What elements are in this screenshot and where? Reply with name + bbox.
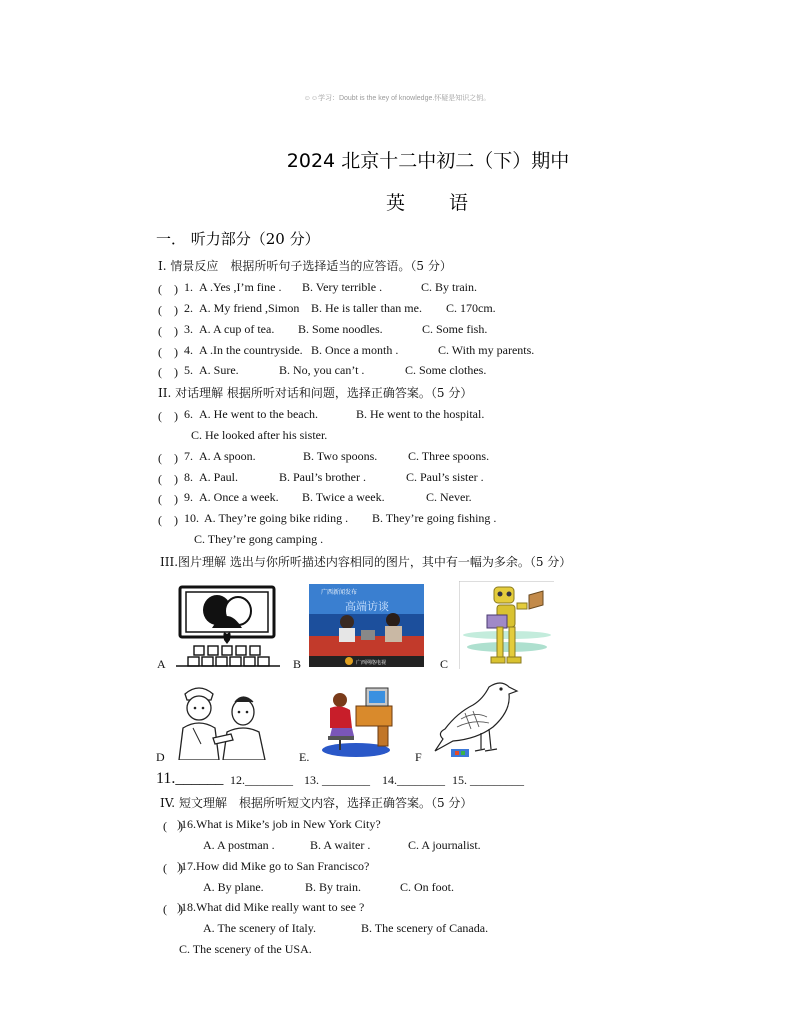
question-number: 10. bbox=[184, 511, 199, 525]
part1-instruction: Ⅰ. 情景反应 根据所听句子选择适当的应答语。（5 分） bbox=[158, 259, 452, 273]
option-a: A .Yes ,I’m fine . bbox=[199, 280, 282, 294]
option-a: A. They’re going bike riding . bbox=[204, 511, 349, 525]
part3-instruction: III.图片理解 选出与你所听描述内容相同的图片，其中有一幅为多余。（5 分） bbox=[160, 555, 572, 569]
answer-paren[interactable]: ( ) bbox=[163, 902, 183, 916]
tv-caption-text: 高端访谈 bbox=[345, 600, 389, 613]
tv-footer-text: 广西网络电视 bbox=[356, 660, 387, 666]
option-a: A .In the countryside. bbox=[199, 343, 303, 357]
question-4 bbox=[158, 343, 758, 359]
option-b: B. A waiter . bbox=[310, 838, 371, 852]
blank-13[interactable]: 13. ________ bbox=[304, 773, 370, 787]
tv-banner-text: 广西新闻发布 bbox=[321, 589, 358, 596]
option-c: C. By train. bbox=[421, 280, 477, 294]
question-5 bbox=[158, 363, 758, 379]
option-b: B. He went to the hospital. bbox=[356, 407, 485, 421]
answer-paren[interactable]: ( ) bbox=[158, 365, 178, 379]
option-a: A. He went to the beach. bbox=[199, 407, 318, 421]
answer-paren[interactable]: ( ) bbox=[158, 303, 178, 317]
option-c: C. A journalist. bbox=[408, 838, 481, 852]
option-a: A. By plane. bbox=[203, 880, 264, 894]
section-listening: 一． 听力部分（20 分） bbox=[156, 230, 320, 248]
question-3 bbox=[158, 322, 758, 338]
picture-d-doctor bbox=[173, 684, 268, 760]
picture-label-f: F bbox=[415, 750, 422, 764]
option-b: B. He is taller than me. bbox=[311, 301, 422, 315]
option-a: A. My friend ,Simon bbox=[199, 301, 300, 315]
picture-label-d: D bbox=[156, 750, 165, 764]
option-b: B. Two spoons. bbox=[303, 449, 378, 463]
question-number: 7. bbox=[184, 449, 193, 463]
question-stem: )18.What did Mike really want to see ? bbox=[177, 900, 365, 914]
answer-paren[interactable]: ( ) bbox=[158, 409, 178, 423]
question-10 bbox=[158, 511, 758, 549]
subject-title: 英 语 bbox=[385, 192, 470, 214]
question-8 bbox=[158, 470, 758, 486]
answer-paren[interactable]: ( ) bbox=[163, 861, 183, 875]
option-a: A. Paul. bbox=[199, 470, 238, 484]
answer-paren[interactable]: ( ) bbox=[158, 472, 178, 486]
option-b: B. Some noodles. bbox=[298, 322, 383, 336]
answer-paren[interactable]: ( ) bbox=[158, 513, 178, 527]
blank-11[interactable]: 11.______ bbox=[156, 770, 224, 787]
option-a: A. The scenery of Italy. bbox=[203, 921, 316, 935]
option-b: B. Paul’s brother . bbox=[279, 470, 366, 484]
question-number: 4. bbox=[184, 343, 193, 357]
answer-blanks-row bbox=[156, 770, 756, 790]
option-c: C. They’re gong camping . bbox=[194, 532, 324, 546]
blank-14[interactable]: 14.________ bbox=[382, 773, 445, 787]
option-c: C. Never. bbox=[426, 490, 472, 504]
question-9 bbox=[158, 490, 758, 506]
option-a: A. Sure. bbox=[199, 363, 239, 377]
question-stem: )16.What is Mike’s job in New York City? bbox=[177, 817, 381, 831]
question-number: 3. bbox=[184, 322, 193, 336]
option-b: B. Very terrible . bbox=[302, 280, 383, 294]
answer-paren[interactable]: ( ) bbox=[158, 324, 178, 338]
option-b: B. No, you can’t . bbox=[279, 363, 365, 377]
option-b: B. They’re going fishing . bbox=[372, 511, 497, 525]
picture-b-tv-interview bbox=[309, 584, 424, 667]
question-stem: )17.How did Mike go to San Francisco? bbox=[177, 859, 370, 873]
option-a: A. A cup of tea. bbox=[199, 322, 275, 336]
option-c: C. On foot. bbox=[400, 880, 454, 894]
picture-e-computer bbox=[318, 684, 398, 760]
picture-label-e: E. bbox=[299, 750, 310, 764]
blank-15[interactable]: 15. _________ bbox=[452, 773, 524, 787]
part4-instruction: IV. 短文理解 根据所听短文内容，选择正确答案。（5 分） bbox=[160, 796, 473, 810]
question-6 bbox=[158, 407, 758, 445]
question-17 bbox=[163, 859, 763, 899]
answer-paren[interactable]: ( ) bbox=[158, 282, 178, 296]
answer-paren[interactable]: ( ) bbox=[158, 451, 178, 465]
question-number: 2. bbox=[184, 301, 193, 315]
picture-a-cinema bbox=[172, 584, 282, 668]
answer-paren[interactable]: ( ) bbox=[158, 345, 178, 359]
option-a: A. A spoon. bbox=[199, 449, 256, 463]
question-number: 8. bbox=[184, 470, 193, 484]
question-1 bbox=[158, 280, 758, 296]
option-c: C. He looked after his sister. bbox=[191, 428, 328, 442]
option-c: C. Paul’s sister . bbox=[406, 470, 484, 484]
part2-instruction: II. 对话理解 根据所听对话和问题，选择正确答案。（5 分） bbox=[158, 386, 473, 400]
blank-12[interactable]: 12.________ bbox=[230, 773, 293, 787]
question-2 bbox=[158, 301, 758, 317]
option-c: C. The scenery of the USA. bbox=[179, 942, 312, 956]
option-b: B. Once a month . bbox=[311, 343, 399, 357]
question-number: 9. bbox=[184, 490, 193, 504]
option-c: C. Some clothes. bbox=[405, 363, 487, 377]
option-a: A. A postman . bbox=[203, 838, 275, 852]
header-note: ☺☺学习：Doubt is the key of knowledge.怀疑是知识之钥。 bbox=[303, 95, 491, 102]
option-c: C. With my parents. bbox=[438, 343, 535, 357]
question-number: 6. bbox=[184, 407, 193, 421]
answer-paren[interactable]: ( ) bbox=[158, 492, 178, 506]
question-number: 5. bbox=[184, 363, 193, 377]
option-b: B. The scenery of Canada. bbox=[361, 921, 489, 935]
picture-f-bird bbox=[431, 677, 523, 763]
option-c: C. 170cm. bbox=[446, 301, 496, 315]
question-18 bbox=[163, 900, 763, 960]
picture-label-c: C bbox=[440, 657, 449, 671]
option-c: C. Three spoons. bbox=[408, 449, 490, 463]
page-title: 2024 北京十二中初二（下）期中 bbox=[286, 150, 570, 172]
option-b: B. Twice a week. bbox=[302, 490, 385, 504]
option-b: B. By train. bbox=[305, 880, 361, 894]
question-16 bbox=[163, 817, 763, 857]
option-c: C. Some fish. bbox=[422, 322, 488, 336]
answer-paren[interactable]: ( ) bbox=[163, 819, 183, 833]
question-7 bbox=[158, 449, 758, 465]
picture-c-robot bbox=[459, 581, 554, 669]
picture-label-a: A bbox=[157, 657, 166, 671]
option-a: A. Once a week. bbox=[199, 490, 279, 504]
picture-label-b: B bbox=[293, 657, 302, 671]
question-number: 1. bbox=[184, 280, 193, 294]
